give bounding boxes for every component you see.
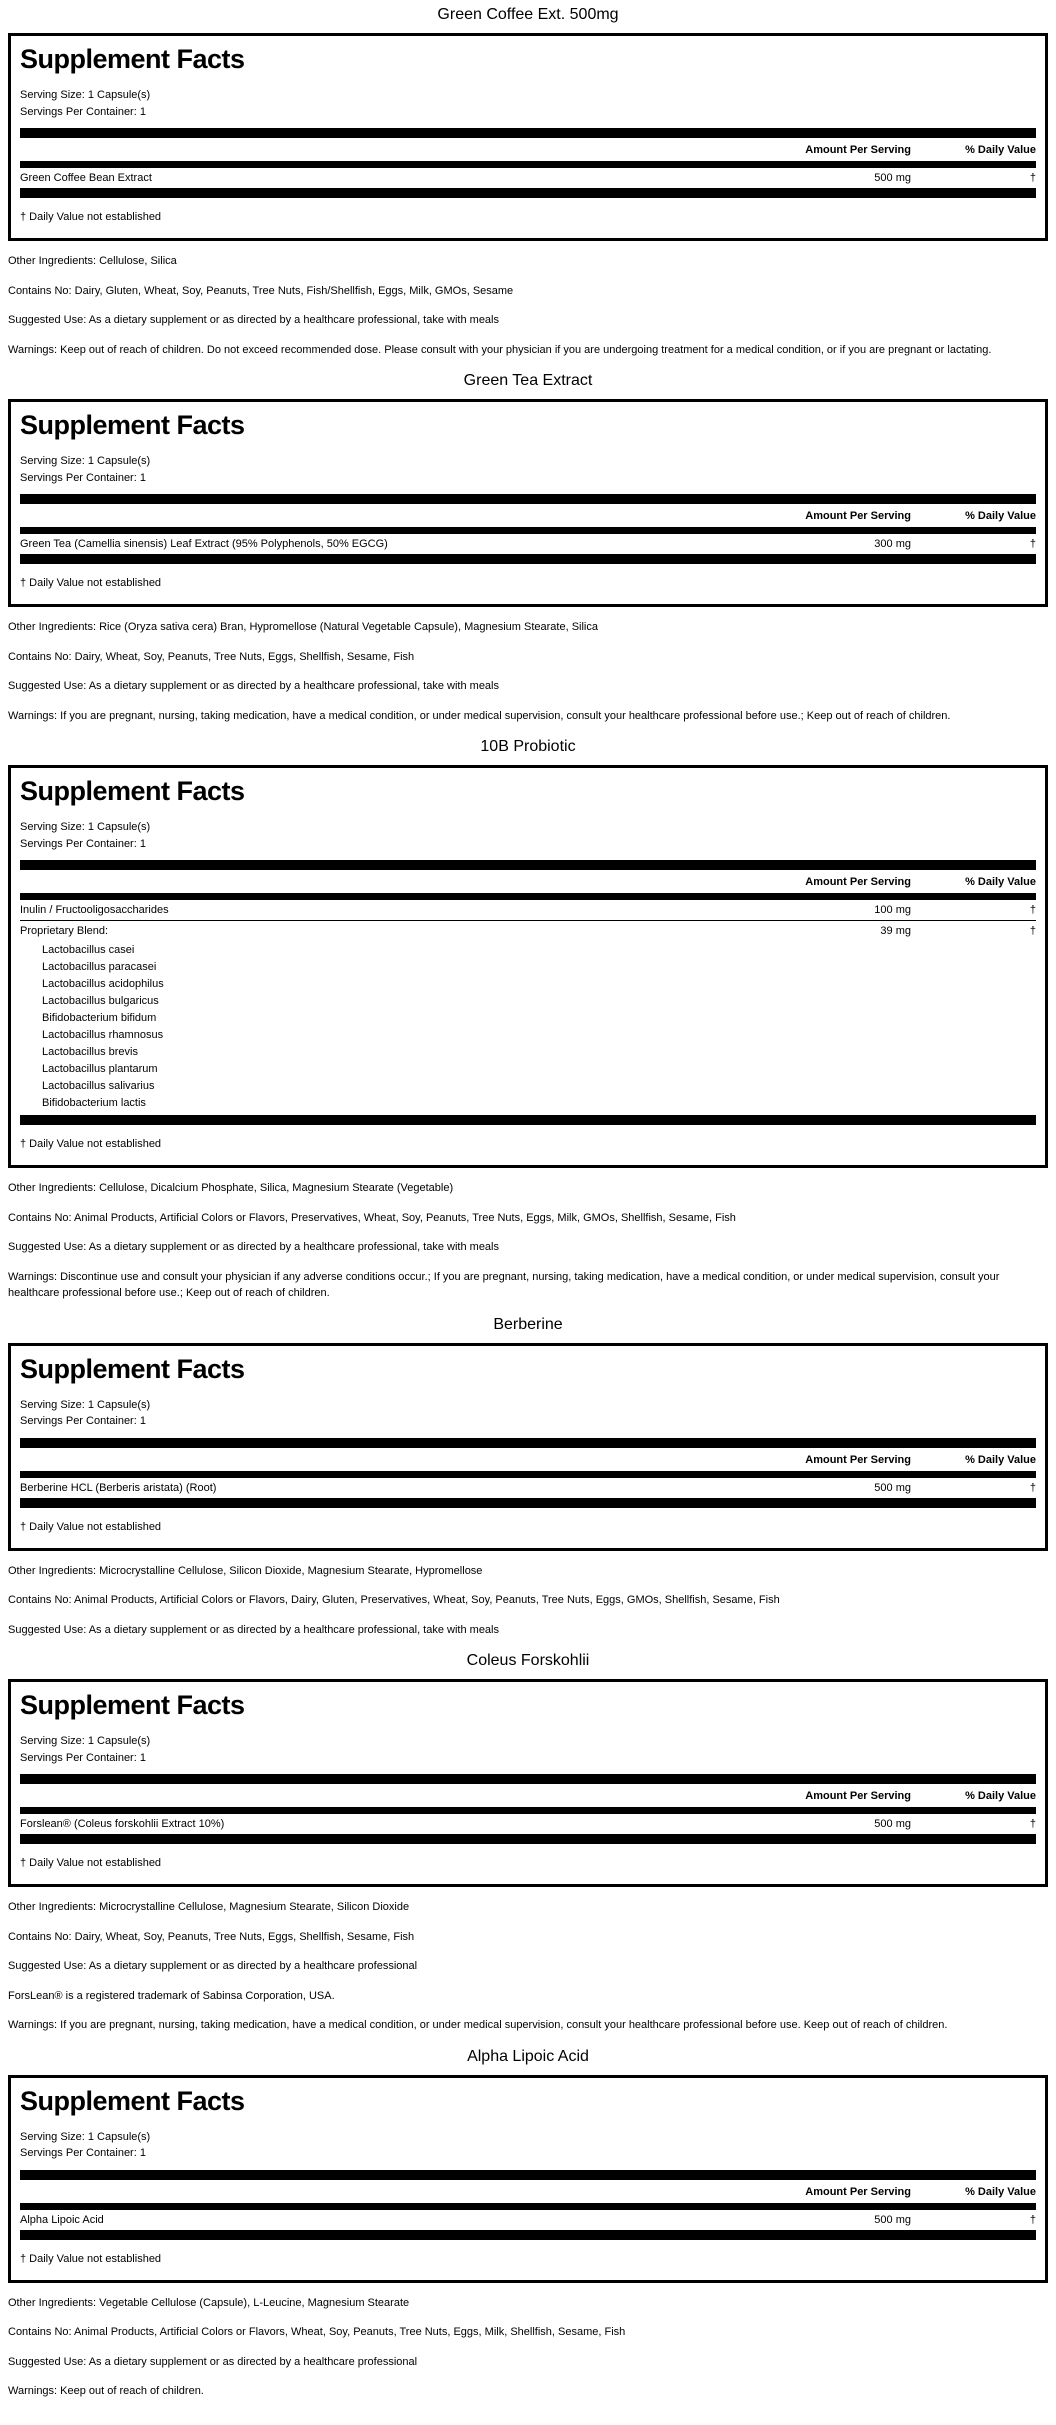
ingredient-dv: † (1029, 925, 1036, 937)
info-paragraph: Suggested Use: As a dietary supplement or as directed by a healthcare professional, take with meals (8, 314, 499, 326)
ingredient-amount: 500 mg (874, 1481, 911, 1494)
divider-bar-thick (20, 554, 1036, 564)
info-paragraph: Other Ingredients: Cellulose, Silica (8, 255, 177, 267)
blend-ingredient: Lactobacillus bulgaricus (42, 995, 159, 1008)
divider-bar-thick (20, 2230, 1036, 2240)
blend-ingredient: Lactobacillus acidophilus (42, 978, 164, 991)
supplement-panel (8, 1316, 1048, 1639)
blend-ingredient: Lactobacillus casei (42, 944, 135, 956)
supplement-facts-box (8, 399, 1048, 607)
info-paragraph: Other Ingredients: Cellulose, Dicalcium Phosphate, Silica, Magnesium Stearate (Vegetable) (8, 1182, 454, 1195)
header-spacer (20, 144, 751, 156)
supplement-facts-heading: Supplement Facts (20, 2085, 245, 2116)
ingredient-line (20, 534, 1036, 554)
daily-value-footnote: † Daily Value not established (20, 1857, 162, 1870)
ingredient-row (20, 534, 1036, 554)
supplement-title: Green Tea Extract (463, 372, 593, 389)
supplement-facts-box (8, 1343, 1048, 1551)
divider-bar-medium (20, 2203, 1036, 2210)
divider-bar-medium (20, 527, 1036, 534)
blend-ingredient: Lactobacillus plantarum (42, 1063, 158, 1076)
info-paragraph: Contains No: Animal Products, Artificial Colors or Flavors, Dairy, Gluten, Preservatives, Wheat, Soy, Peanuts, Tree Nuts, Eggs, GMOs, Shellfish, Sesame, Fish (8, 1594, 780, 1607)
ingredient-dv: † (1029, 538, 1036, 550)
ingredient-rows (20, 534, 1036, 554)
blend-ingredient: Lactobacillus salivarius (42, 1080, 155, 1093)
supplement-panel (8, 738, 1048, 1302)
supplement-info (8, 619, 1048, 724)
supplement-facts-heading: Supplement Facts (20, 44, 245, 74)
daily-value-header: % Daily Value (965, 2185, 1036, 2198)
servings-per-container: Servings Per Container: 1 (20, 471, 146, 484)
ingredient-rows (20, 168, 1036, 188)
supplement-panel (8, 6, 1048, 358)
supplement-panel (8, 1652, 1048, 2034)
ingredient-name: Inulin / Fructooligosaccharides (20, 904, 169, 916)
daily-value-header: % Daily Value (965, 144, 1036, 156)
info-paragraph: Suggested Use: As a dietary supplement or as directed by a healthcare professional, take with meals (8, 1623, 499, 1636)
info-paragraph: Warnings: Keep out of reach of children. (8, 2385, 204, 2398)
header-spacer (20, 1454, 751, 1466)
ingredient-dv: † (1029, 2213, 1036, 2226)
ingredient-amount: 500 mg (874, 2213, 911, 2226)
divider-bar-medium (20, 1807, 1036, 1814)
ingredient-row (20, 900, 1036, 920)
daily-value-footnote: † Daily Value not established (20, 211, 162, 223)
amount-per-serving-header: Amount Per Serving (805, 2185, 911, 2198)
info-paragraph: Suggested Use: As a dietary supplement or as directed by a healthcare professional (8, 2355, 418, 2368)
ingredient-amount: 500 mg (874, 172, 911, 184)
divider-bar-thick (20, 1115, 1036, 1125)
divider-bar-thick (20, 1498, 1036, 1508)
serving-size: Serving Size: 1 Capsule(s) (20, 2130, 151, 2143)
ingredient-rows (20, 1814, 1036, 1834)
serving-size: Serving Size: 1 Capsule(s) (20, 455, 151, 467)
facts-header-row (20, 138, 1036, 161)
panels (8, 6, 1048, 2400)
blend-ingredient: Lactobacillus paracasei (42, 961, 157, 974)
blend-ingredient: Bifidobacterium bifidum (42, 1012, 157, 1025)
amount-per-serving-header: Amount Per Serving (805, 876, 911, 888)
serving-size: Serving Size: 1 Capsule(s) (20, 89, 151, 101)
info-paragraph: Contains No: Animal Products, Artificial Colors or Flavors, Wheat, Soy, Peanuts, Tree Nuts, Eggs, Milk, Shellfish, Sesame, Fish (8, 2326, 626, 2339)
ingredient-name: Proprietary Blend: (20, 925, 109, 937)
supplement-title: 10B Probiotic (480, 738, 576, 755)
ingredient-name: Berberine HCL (Berberis aristata) (Root) (20, 1481, 217, 1494)
ingredient-line (20, 900, 1036, 920)
info-paragraph: Contains No: Dairy, Wheat, Soy, Peanuts, Tree Nuts, Eggs, Shellfish, Sesame, Fish (8, 650, 415, 663)
ingredient-row (20, 920, 1036, 1115)
ingredient-name: Alpha Lipoic Acid (20, 2213, 104, 2226)
amount-per-serving-header: Amount Per Serving (805, 144, 911, 156)
daily-value-footnote: † Daily Value not established (20, 1520, 162, 1533)
ingredient-amount: 39 mg (880, 925, 911, 937)
supplement-facts-heading: Supplement Facts (20, 410, 245, 440)
info-paragraph: Other Ingredients: Microcrystalline Cellulose, Magnesium Stearate, Silicon Dioxide (8, 1901, 410, 1914)
info-paragraph: Suggested Use: As a dietary supplement or as directed by a healthcare professional, take with meals (8, 680, 499, 692)
info-paragraph: ForsLean® is a registered trademark of Sabinsa Corporation, USA. (8, 1989, 335, 2002)
info-paragraph: Warnings: Keep out of reach of children. Do not exceed recommended dose. Please consult with your physician if you are undergoing treatment for a medical condition, or if you are pregnant or lactating. (8, 343, 992, 356)
ingredient-dv: † (1029, 172, 1036, 184)
ingredient-line (20, 2210, 1036, 2230)
header-spacer (20, 510, 751, 522)
divider-bar-thick (20, 1774, 1036, 1784)
ingredient-row (20, 1478, 1036, 1498)
divider-bar-medium (20, 161, 1036, 168)
supplement-info (8, 2295, 1048, 2400)
blend-ingredient-list (20, 941, 1036, 1115)
supplement-facts-heading: Supplement Facts (20, 1353, 245, 1384)
daily-value-footnote: † Daily Value not established (20, 577, 162, 589)
daily-value-header: % Daily Value (965, 1453, 1036, 1466)
supplement-title: Coleus Forskohlii (466, 1652, 590, 1670)
blend-ingredient: Bifidobacterium lactis (42, 1097, 146, 1110)
ingredient-rows (20, 1478, 1036, 1498)
daily-value-header: % Daily Value (965, 876, 1036, 888)
ingredient-name: Green Tea (Camellia sinensis) Leaf Extract (95% Polyphenols, 50% EGCG) (20, 538, 388, 550)
facts-header-row (20, 1784, 1036, 1807)
amount-per-serving-header: Amount Per Serving (805, 1790, 911, 1803)
supplement-panel (8, 2048, 1048, 2400)
servings-per-container: Servings Per Container: 1 (20, 105, 146, 118)
divider-bar-thick (20, 1834, 1036, 1844)
ingredient-amount: 500 mg (874, 1818, 911, 1831)
ingredient-amount: 100 mg (874, 904, 911, 916)
amount-per-serving-header: Amount Per Serving (805, 510, 911, 522)
divider-bar-thick (20, 2170, 1036, 2180)
supplement-facts-heading: Supplement Facts (20, 1690, 245, 1721)
header-spacer (20, 1790, 751, 1802)
blend-ingredient: Lactobacillus rhamnosus (42, 1029, 164, 1042)
servings-per-container: Servings Per Container: 1 (20, 1415, 146, 1428)
serving-size: Serving Size: 1 Capsule(s) (20, 1735, 151, 1748)
supplement-panel (8, 372, 1048, 724)
facts-header-row (20, 1448, 1036, 1471)
supplement-title: Alpha Lipoic Acid (467, 2047, 589, 2065)
info-paragraph: Warnings: If you are pregnant, nursing, taking medication, have a medical condition, or under medical supervision, consult your healthcare professional before use.; Keep out of reach of children. (8, 709, 951, 722)
info-paragraph: Other Ingredients: Microcrystalline Cellulose, Silicon Dioxide, Magnesium Stearate, Hypromellose (8, 1564, 483, 1577)
info-paragraph: Contains No: Dairy, Gluten, Wheat, Soy, Peanuts, Tree Nuts, Fish/Shellfish, Eggs, Milk, GMOs, Sesame (8, 284, 514, 297)
divider-bar-medium (20, 1471, 1036, 1478)
ingredient-line (20, 921, 1036, 941)
supplement-info (8, 1563, 1048, 1639)
divider-bar-thick (20, 128, 1036, 138)
info-paragraph: Warnings: Discontinue use and consult your physician if any adverse conditions occur.; If you are pregnant, nursing, taking medication, have a medical condition, or under medical supervision, consult your healthcare professional before use.; Keep out of reach of children. (8, 1270, 1000, 1300)
ingredient-rows (20, 900, 1036, 1115)
daily-value-header: % Daily Value (965, 510, 1036, 522)
info-paragraph: Contains No: Dairy, Wheat, Soy, Peanuts, Tree Nuts, Eggs, Shellfish, Sesame, Fish (8, 1930, 415, 1943)
facts-header-row (20, 870, 1036, 893)
ingredient-row (20, 168, 1036, 188)
ingredient-dv: † (1029, 1481, 1036, 1494)
divider-bar-thick (20, 494, 1036, 504)
ingredient-line (20, 168, 1036, 188)
ingredient-amount: 300 mg (874, 538, 911, 550)
supplement-info (8, 1899, 1048, 2034)
daily-value-header: % Daily Value (965, 1790, 1036, 1803)
supplement-facts-box (8, 2075, 1048, 2283)
divider-bar-thick (20, 1438, 1036, 1448)
daily-value-footnote: † Daily Value not established (20, 1138, 162, 1151)
amount-per-serving-header: Amount Per Serving (805, 1453, 911, 1466)
ingredient-name: Green Coffee Bean Extract (20, 172, 152, 184)
supplement-facts-heading: Supplement Facts (20, 776, 245, 806)
supplement-info (8, 1180, 1048, 1302)
facts-header-row (20, 2180, 1036, 2203)
facts-header-row (20, 504, 1036, 527)
ingredient-line (20, 1478, 1036, 1498)
servings-per-container: Servings Per Container: 1 (20, 1751, 146, 1764)
supplement-facts-box (8, 765, 1048, 1168)
ingredient-name: Forslean® (Coleus forskohlii Extract 10%) (20, 1818, 225, 1831)
servings-per-container: Servings Per Container: 1 (20, 2147, 146, 2160)
serving-size: Serving Size: 1 Capsule(s) (20, 1398, 151, 1411)
supplement-facts-box (8, 33, 1048, 241)
info-paragraph: Warnings: If you are pregnant, nursing, taking medication, have a medical condition, or under medical supervision, consult your healthcare professional before use. Keep out of reach of children. (8, 2019, 948, 2032)
supplement-info (8, 253, 1048, 358)
ingredient-row (20, 1814, 1036, 1834)
ingredient-row (20, 2210, 1036, 2230)
ingredient-dv: † (1029, 904, 1036, 916)
ingredient-line (20, 1814, 1036, 1834)
info-paragraph: Suggested Use: As a dietary supplement or as directed by a healthcare professional, take with meals (8, 1241, 499, 1254)
info-paragraph: Other Ingredients: Vegetable Cellulose (Capsule), L-Leucine, Magnesium Stearate (8, 2296, 410, 2309)
supplement-title: Green Coffee Ext. 500mg (437, 6, 619, 23)
info-paragraph: Contains No: Animal Products, Artificial Colors or Flavors, Preservatives, Wheat, Soy, Peanuts, Tree Nuts, Eggs, Milk, GMOs, Shellfish, Sesame, Fish (8, 1211, 736, 1224)
info-paragraph: Suggested Use: As a dietary supplement or as directed by a healthcare professional (8, 1960, 418, 1973)
supplement-facts-box (8, 1679, 1048, 1887)
divider-bar-thick (20, 860, 1036, 870)
ingredient-dv: † (1029, 1818, 1036, 1831)
serving-size: Serving Size: 1 Capsule(s) (20, 821, 151, 833)
daily-value-footnote: † Daily Value not established (20, 2252, 162, 2265)
ingredient-rows (20, 2210, 1036, 2230)
info-paragraph: Other Ingredients: Rice (Oryza sativa cera) Bran, Hypromellose (Natural Vegetable Capsule), Magnesium Stearate, Silica (8, 621, 598, 633)
header-spacer (20, 876, 751, 888)
servings-per-container: Servings Per Container: 1 (20, 837, 146, 850)
blend-ingredient: Lactobacillus brevis (42, 1046, 138, 1059)
supplement-title: Berberine (493, 1315, 563, 1333)
divider-bar-thick (20, 188, 1036, 198)
divider-bar-medium (20, 893, 1036, 900)
